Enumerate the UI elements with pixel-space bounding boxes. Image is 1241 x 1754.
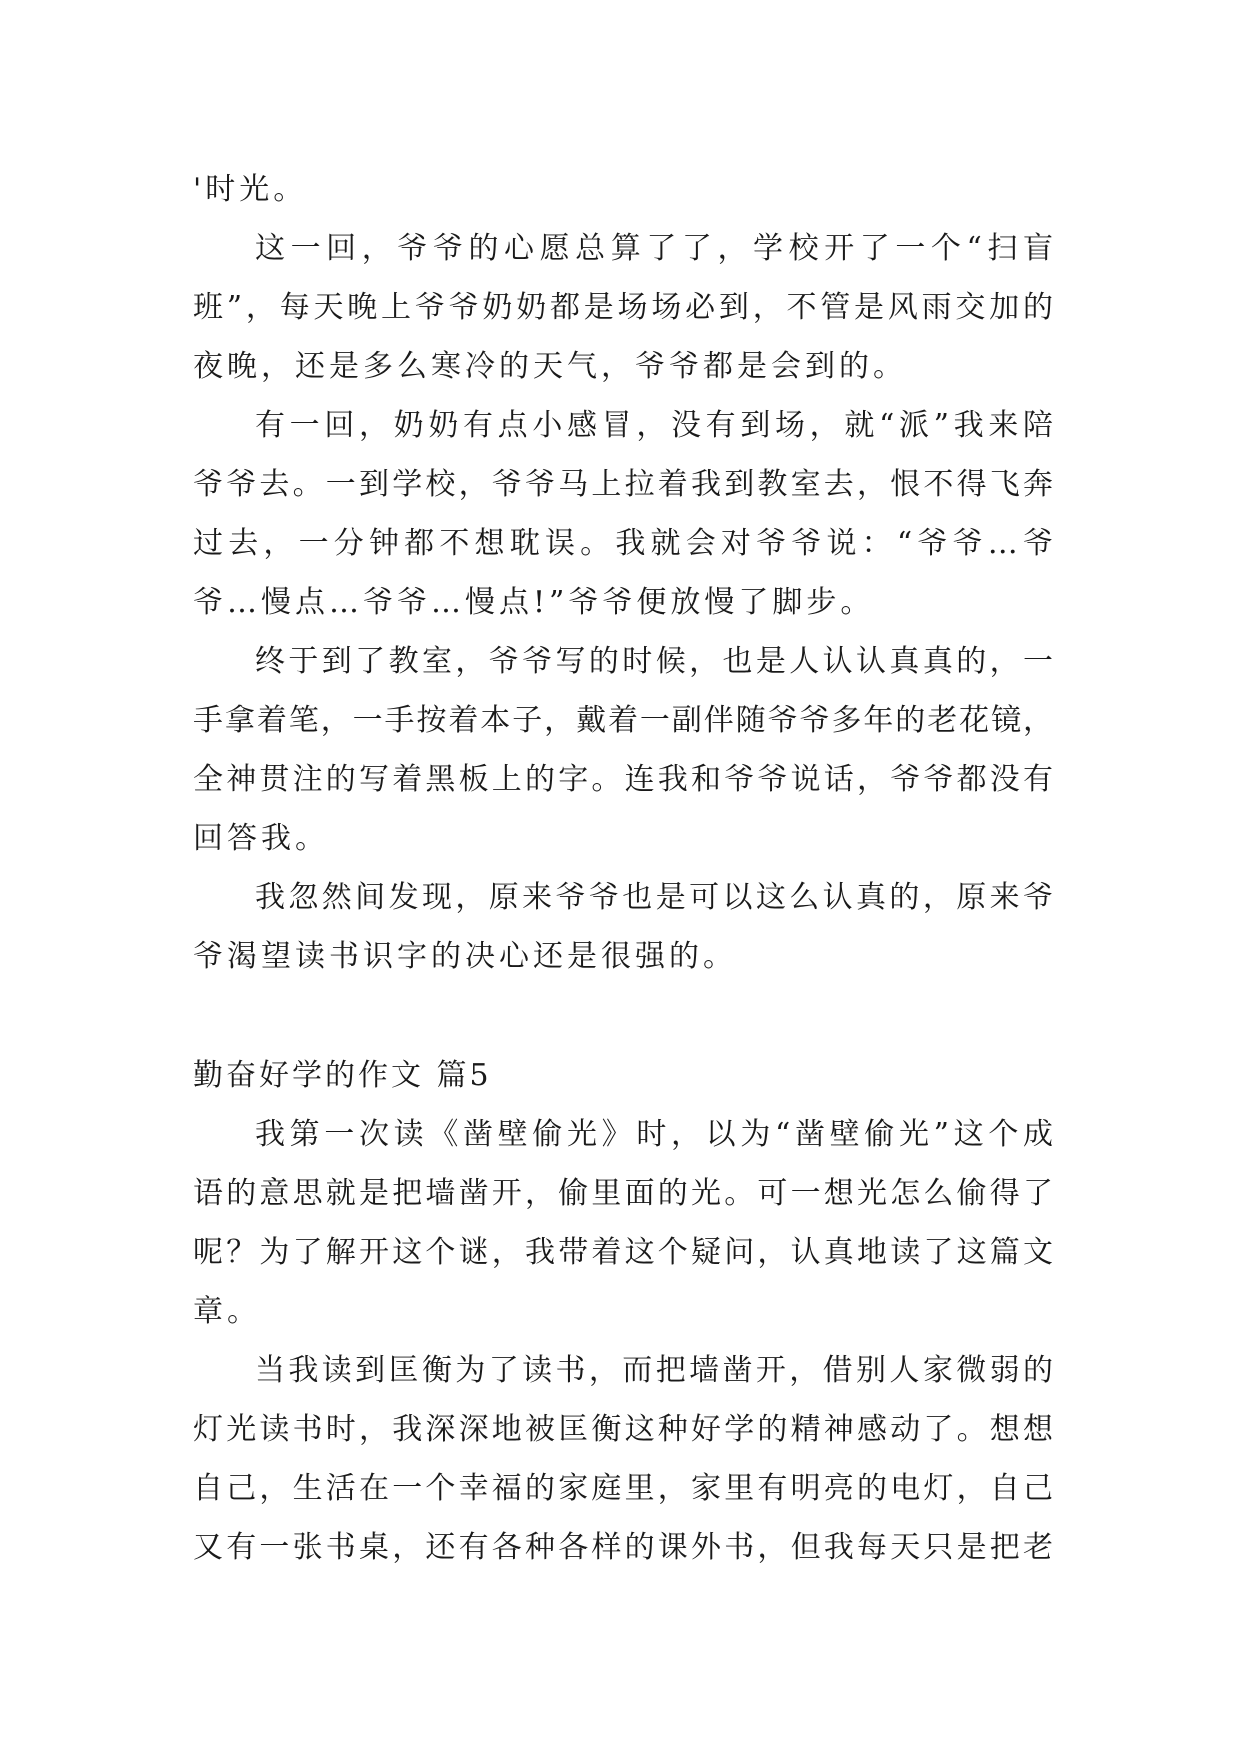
text-line: 手拿着笔，一手按着本子，戴着一副伴随爷爷多年的老花镜， [193, 703, 1053, 738]
paragraph [193, 1341, 1053, 1577]
text-line: 这一回，爷爷的心愿总算了了，学校开了一个“扫盲 [255, 231, 1053, 266]
text-line: 过去，一分钟都不想耽误。我就会对爷爷说：“爷爷…爷 [193, 526, 1053, 561]
paragraph [193, 868, 1053, 986]
text-line: 回答我。 [193, 821, 329, 856]
paragraph [193, 396, 1053, 632]
paragraph [193, 219, 1053, 396]
text-line: 当我读到匡衡为了读书，而把墙凿开，借别人家微弱的 [255, 1353, 1053, 1388]
text-line: 爷渴望读书识字的决心还是很强的。 [193, 939, 737, 974]
text-line: 章。 [193, 1294, 261, 1329]
document-body [193, 160, 1053, 1577]
text-line: 班”，每天晚上爷爷奶奶都是场场必到，不管是风雨交加的 [193, 290, 1053, 325]
text-line: 夜晚，还是多么寒冷的天气，爷爷都是会到的。 [193, 349, 907, 384]
text-line: 爷…慢点…爷爷…慢点!”爷爷便放慢了脚步。 [193, 585, 875, 620]
text-line: 语的意思就是把墙凿开，偷里面的光。可一想光怎么偷得了 [193, 1176, 1053, 1211]
paragraph [193, 632, 1053, 868]
text-line: 全神贯注的写着黑板上的字。连我和爷爷说话，爷爷都没有 [193, 762, 1053, 797]
text-line: 自己，生活在一个幸福的家庭里，家里有明亮的电灯，自己 [193, 1471, 1053, 1506]
section-gap [193, 986, 1053, 1046]
text-line: 又有一张书桌，还有各种各样的课外书，但我每天只是把老 [193, 1530, 1053, 1565]
text-line: 灯光读书时，我深深地被匡衡这种好学的精神感动了。想想 [193, 1412, 1053, 1447]
text-line: 爷爷去。一到学校，爷爷马上拉着我到教室去，恨不得飞奔 [193, 467, 1053, 502]
paragraph-continuation [193, 160, 1053, 219]
text-line: 终于到了教室，爷爷写的时候，也是人认认真真的，一 [255, 644, 1053, 679]
text-line: 我忽然间发现，原来爷爷也是可以这么认真的，原来爷 [255, 880, 1053, 915]
paragraph [193, 1105, 1053, 1341]
text-line: '时光。 [193, 172, 308, 207]
section-heading: 勤奋好学的作文 篇5 [193, 1058, 492, 1093]
text-line: 有一回，奶奶有点小感冒，没有到场，就“派”我来陪 [255, 408, 1053, 443]
text-line: 呢？为了解开这个谜，我带着这个疑问，认真地读了这篇文 [193, 1235, 1053, 1270]
text-line: 我第一次读《凿壁偷光》时，以为“凿壁偷光”这个成 [255, 1117, 1053, 1152]
